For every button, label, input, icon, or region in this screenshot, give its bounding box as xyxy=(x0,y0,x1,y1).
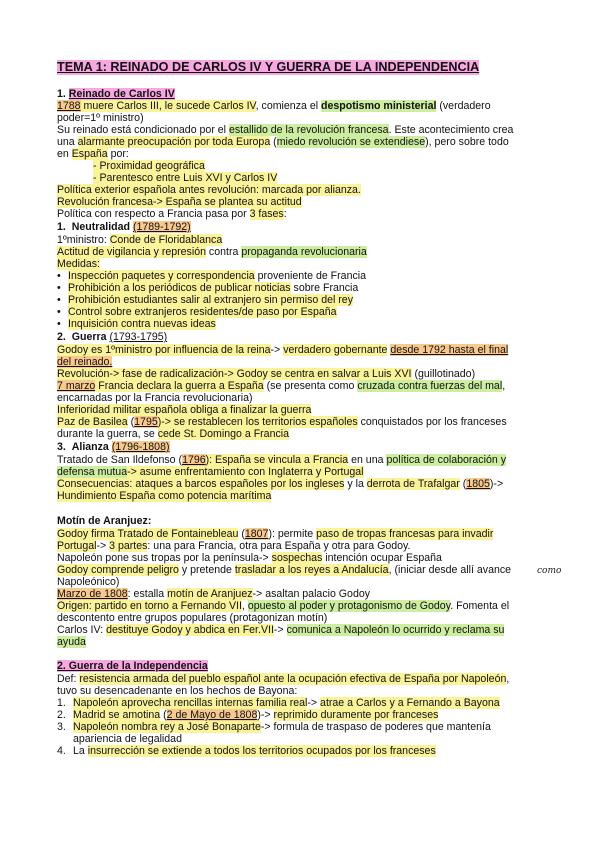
text-line: Actitud de vigilancia y represión contra propaganda revolucionaria xyxy=(57,246,367,258)
text-line: Godoy comprende peligro y pretende trasladar a los reyes a Andalucía, (iniciar desde allí avance xyxy=(57,564,512,576)
text-line: Tratado de San Ildefonso (1796): España se vincula a Francia en una política de colaboración y xyxy=(57,454,506,466)
text-line: defensa mutua-> asume enfrentamiento con Inglaterra y Portugal xyxy=(57,466,364,478)
text-line: Origen: partido en torno a Fernando VII, opuesto al poder y protagonismo de Godoy. Fomenta el xyxy=(57,600,510,612)
text-line: poder=1º ministro) xyxy=(57,112,144,124)
text-line: Paz de Basilea (1795)-> se restablecen los territorios españoles conquistados por los franceses xyxy=(57,416,507,428)
motin-heading: Motín de Aranjuez: xyxy=(57,515,152,527)
list-item: • Prohibición estudiantes salir al extranjero sin permiso del rey xyxy=(57,294,353,306)
text-line: Def: resistencia armada del pueblo español ante la ocupación efectiva de España por Napoleón, xyxy=(57,673,510,685)
list-item: • Prohibición a los periódicos de publicar noticias sobre Francia xyxy=(57,282,359,294)
text-line: Napoleónico) xyxy=(57,576,120,588)
list-item: • Inquisición contra nuevas ideas xyxy=(57,318,216,330)
text-line: Portugal-> 3 partes: una para Francia, otra para España y otra para Godoy. xyxy=(57,540,411,552)
numbered-item: 4. La insurrección se extiende a todos los territorios ocupados por los franceses xyxy=(57,745,436,757)
text-line: Revolución francesa-> España se plantea su actitud xyxy=(57,196,302,208)
section-2-heading: 2. Guerra de la Independencia xyxy=(57,660,208,672)
numbered-item: 3. Napoleón nombra rey a José Bonaparte-> formula de traspaso de poderes que mantenía xyxy=(57,721,491,733)
phase-1-heading: 1. Neutralidad (1789-1792) xyxy=(57,221,191,233)
text-line: 7 marzo Francia declara la guerra a España (se presenta como cruzada contra fuerzas del mal, xyxy=(57,380,506,392)
text-line: en España por: xyxy=(57,148,129,160)
text-line: Inferioridad militar española obliga a finalizar la guerra xyxy=(57,404,312,416)
text-line: Napoleón pone sus tropas por la península-> sospechas intención ocupar España xyxy=(57,552,442,564)
page-title: TEMA 1: REINADO DE CARLOS IV Y GUERRA DE LA INDEPENDENCIA xyxy=(57,60,480,74)
text-line: apariencia de legalidad xyxy=(73,733,182,745)
text-line: del reinado. xyxy=(57,356,113,368)
numbered-item: 2. Madrid se amotina (2 de Mayo de 1808)-> reprimido duramente por franceses xyxy=(57,709,439,721)
list-item: • Inspección paquetes y correspondencia proveniente de Francia xyxy=(57,270,367,282)
text-line: 1ºministro: Conde de Floridablanca xyxy=(57,234,223,246)
text-line: una alarmante preocupación por toda Europa (miedo revolución se extendiese), pero sobre todo xyxy=(57,136,509,148)
text-line: Su reinado está condicionado por el estallido de la revolución francesa. Este acontecimiento crea xyxy=(57,124,514,136)
numbered-item: 1. Napoleón aprovecha rencillas internas familia real-> atrae a Carlos y a Fernando a Bayona xyxy=(57,697,500,709)
text-line: Hundimiento España como potencia marítima xyxy=(57,490,272,502)
handwritten-note: como xyxy=(537,566,562,576)
text-line: Godoy firma Tratado de Fontainebleau (1807): permite paso de tropas francesas para invadir xyxy=(57,528,494,540)
section-1-heading: 1. Reinado de Carlos IV xyxy=(57,88,175,100)
text-line: Consecuencias: ataques a barcos españoles por los ingleses y la derrota de Trafalgar (1805)-> xyxy=(57,478,504,490)
text-line: 1788 muere Carlos III, le sucede Carlos IV, comienza el despotismo ministerial (verdadero xyxy=(57,100,491,112)
text-line: Godoy es 1ºministro por influencia de la reina-> verdadero gobernante desde 1792 hasta el final xyxy=(57,344,509,356)
text-line: Política exterior española antes revolución: marcada por alianza. xyxy=(57,184,361,196)
text-line: tuvo su desencadenante en los hechos de Bayona: xyxy=(57,685,298,697)
text-line: Revolución-> fase de radicalización-> Godoy se centra en salvar a Luis XVI (guillotinado) xyxy=(57,368,476,380)
phase-3-heading: 3. Alianza (1796-1808) xyxy=(57,441,170,453)
text-line: descontento entre grupos populares (protagonizan motín) xyxy=(57,612,328,624)
text-line: ayuda xyxy=(57,636,86,648)
text-line: Marzo de 1808: estalla motín de Aranjuez-> asaltan palacio Godoy xyxy=(57,588,371,600)
text-line: Carlos IV: destituye Godoy y abdica en Fer.VII-> comunica a Napoleón lo ocurrido y reclama su xyxy=(57,624,505,636)
section-1-title: Reinado de Carlos IV xyxy=(68,88,175,100)
list-item: - Parentesco entre Luis XVI y Carlos IV xyxy=(93,172,278,184)
phase-2-heading: 2. Guerra (1793-1795) xyxy=(57,331,168,343)
list-item: • Control sobre extranjeros residentes/de paso por España xyxy=(57,306,337,318)
text-line: durante la guerra, se cede St. Domingo a Francia xyxy=(57,428,290,440)
text-line: encarnadas por la Francia revolucionaria) xyxy=(57,392,253,404)
text-line: Política con respecto a Francia pasa por 3 fases: xyxy=(57,208,287,220)
text-line: Medidas: xyxy=(57,258,100,270)
list-item: - Proximidad geográfica xyxy=(93,160,205,172)
